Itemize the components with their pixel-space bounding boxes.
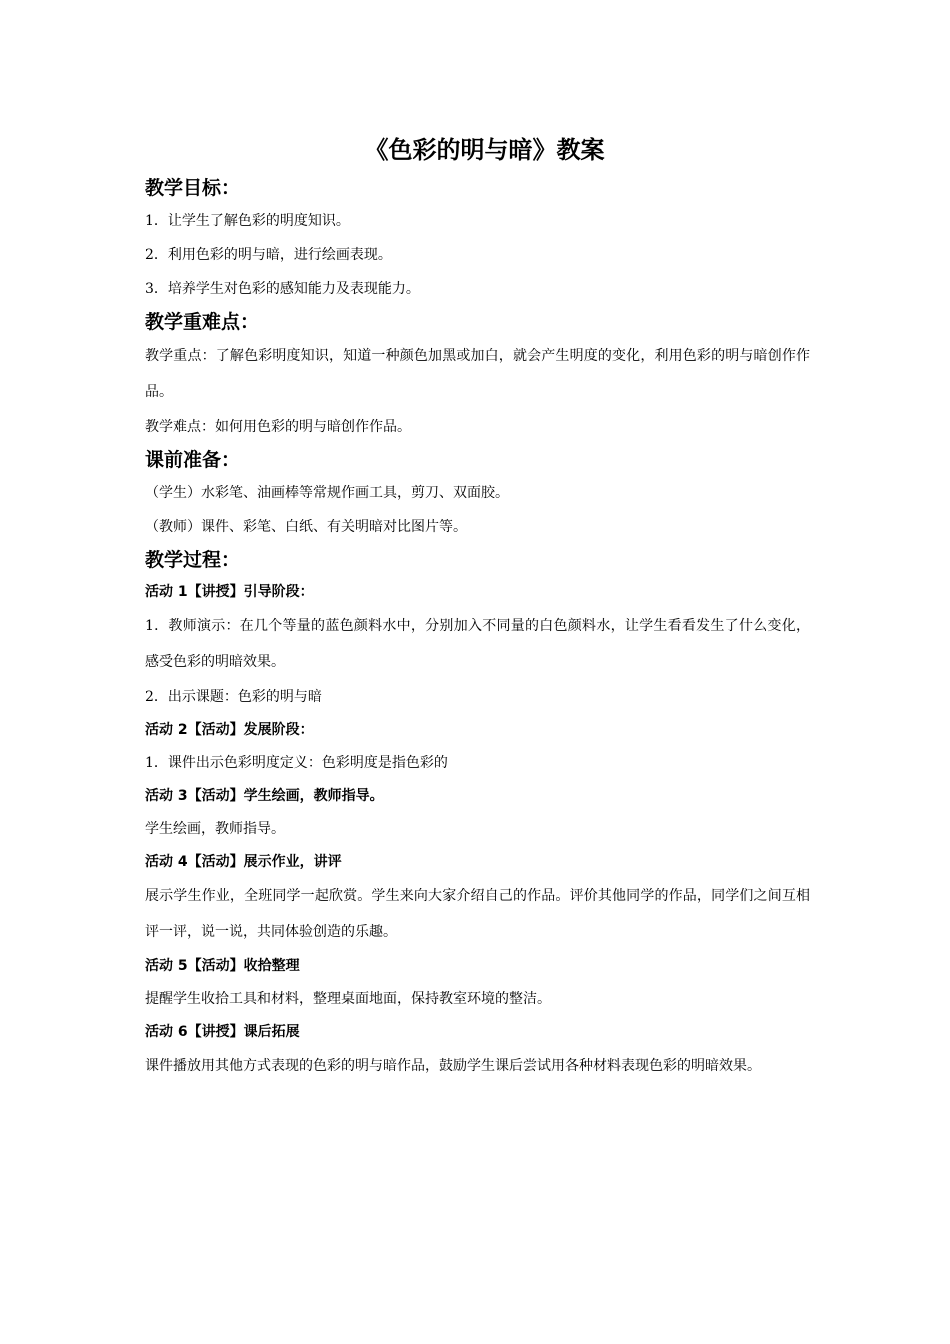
activity-text: 提醒学生收拾工具和材料，整理桌面地面，保持教室环境的整洁。 [145, 991, 551, 1007]
objective-item: 1．让学生了解色彩的明度知识。 [145, 213, 350, 229]
objectives-heading: 教学目标： [145, 177, 241, 199]
activity-text: 课件播放用其他方式表现的色彩的明与暗作品，鼓励学生课后尝试用各种材料表现色彩的明暗效果。 [145, 1058, 761, 1074]
activity-title: 活动 1【讲授】引导阶段： [145, 584, 314, 600]
objective-item: 3．培养学生对色彩的感知能力及表现能力。 [145, 281, 420, 297]
process-heading: 教学过程： [145, 549, 241, 571]
activity-title: 活动 6【讲授】课后拓展 [145, 1024, 300, 1040]
activity-title: 活动 4【活动】展示作业，讲评 [145, 854, 342, 870]
activity-block [145, 950, 810, 1016]
activity-text: 学生绘画，教师指导。 [145, 821, 285, 837]
key-points-section [145, 306, 810, 444]
activity-text: 2．出示课题：色彩的明与暗 [145, 689, 322, 705]
activity-title: 活动 2【活动】发展阶段： [145, 722, 314, 738]
activity-text: 1．教师演示：在几个等量的蓝色颜料水中，分别加入不同量的白色颜料水，让学生看看发生了什么变化，感受色彩的明暗效果。 [145, 618, 810, 670]
activity-block [145, 846, 810, 950]
preparation-heading: 课前准备： [145, 449, 241, 471]
activity-block [145, 714, 810, 780]
activity-block [145, 576, 810, 714]
document-title: 《色彩的明与暗》教案 [364, 136, 605, 164]
objectives-section [145, 172, 810, 306]
activity-title: 活动 5【活动】收拾整理 [145, 958, 300, 974]
key-focus-text: 教学重点：了解色彩明度知识，知道一种颜色加黑或加白，就会产生明度的变化，利用色彩的明与暗创作作品。 [145, 348, 810, 400]
objective-item: 2．利用色彩的明与暗，进行绘画表现。 [145, 247, 392, 263]
key-points-heading: 教学重难点： [145, 311, 260, 333]
document-page [145, 130, 810, 1084]
activity-title: 活动 3【活动】学生绘画，教师指导。 [145, 788, 384, 804]
activity-block [145, 1016, 810, 1084]
key-difficulty-text: 教学难点：如何用色彩的明与暗创作作品。 [145, 419, 411, 435]
activity-text: 展示学生作业，全班同学一起欣赏。学生来向大家介绍自己的作品。评价其他同学的作品，同学们之间互相评一评，说一说，共同体验创造的乐趣。 [145, 888, 810, 940]
process-section [145, 544, 810, 1084]
preparation-section [145, 444, 810, 544]
activity-text: 1．课件出示色彩明度定义：色彩明度是指色彩的 [145, 755, 448, 771]
preparation-teacher: （教师）课件、彩笔、白纸、有关明暗对比图片等。 [145, 519, 467, 535]
preparation-student: （学生）水彩笔、油画棒等常规作画工具，剪刀、双面胶。 [145, 485, 509, 501]
activity-block [145, 780, 810, 846]
